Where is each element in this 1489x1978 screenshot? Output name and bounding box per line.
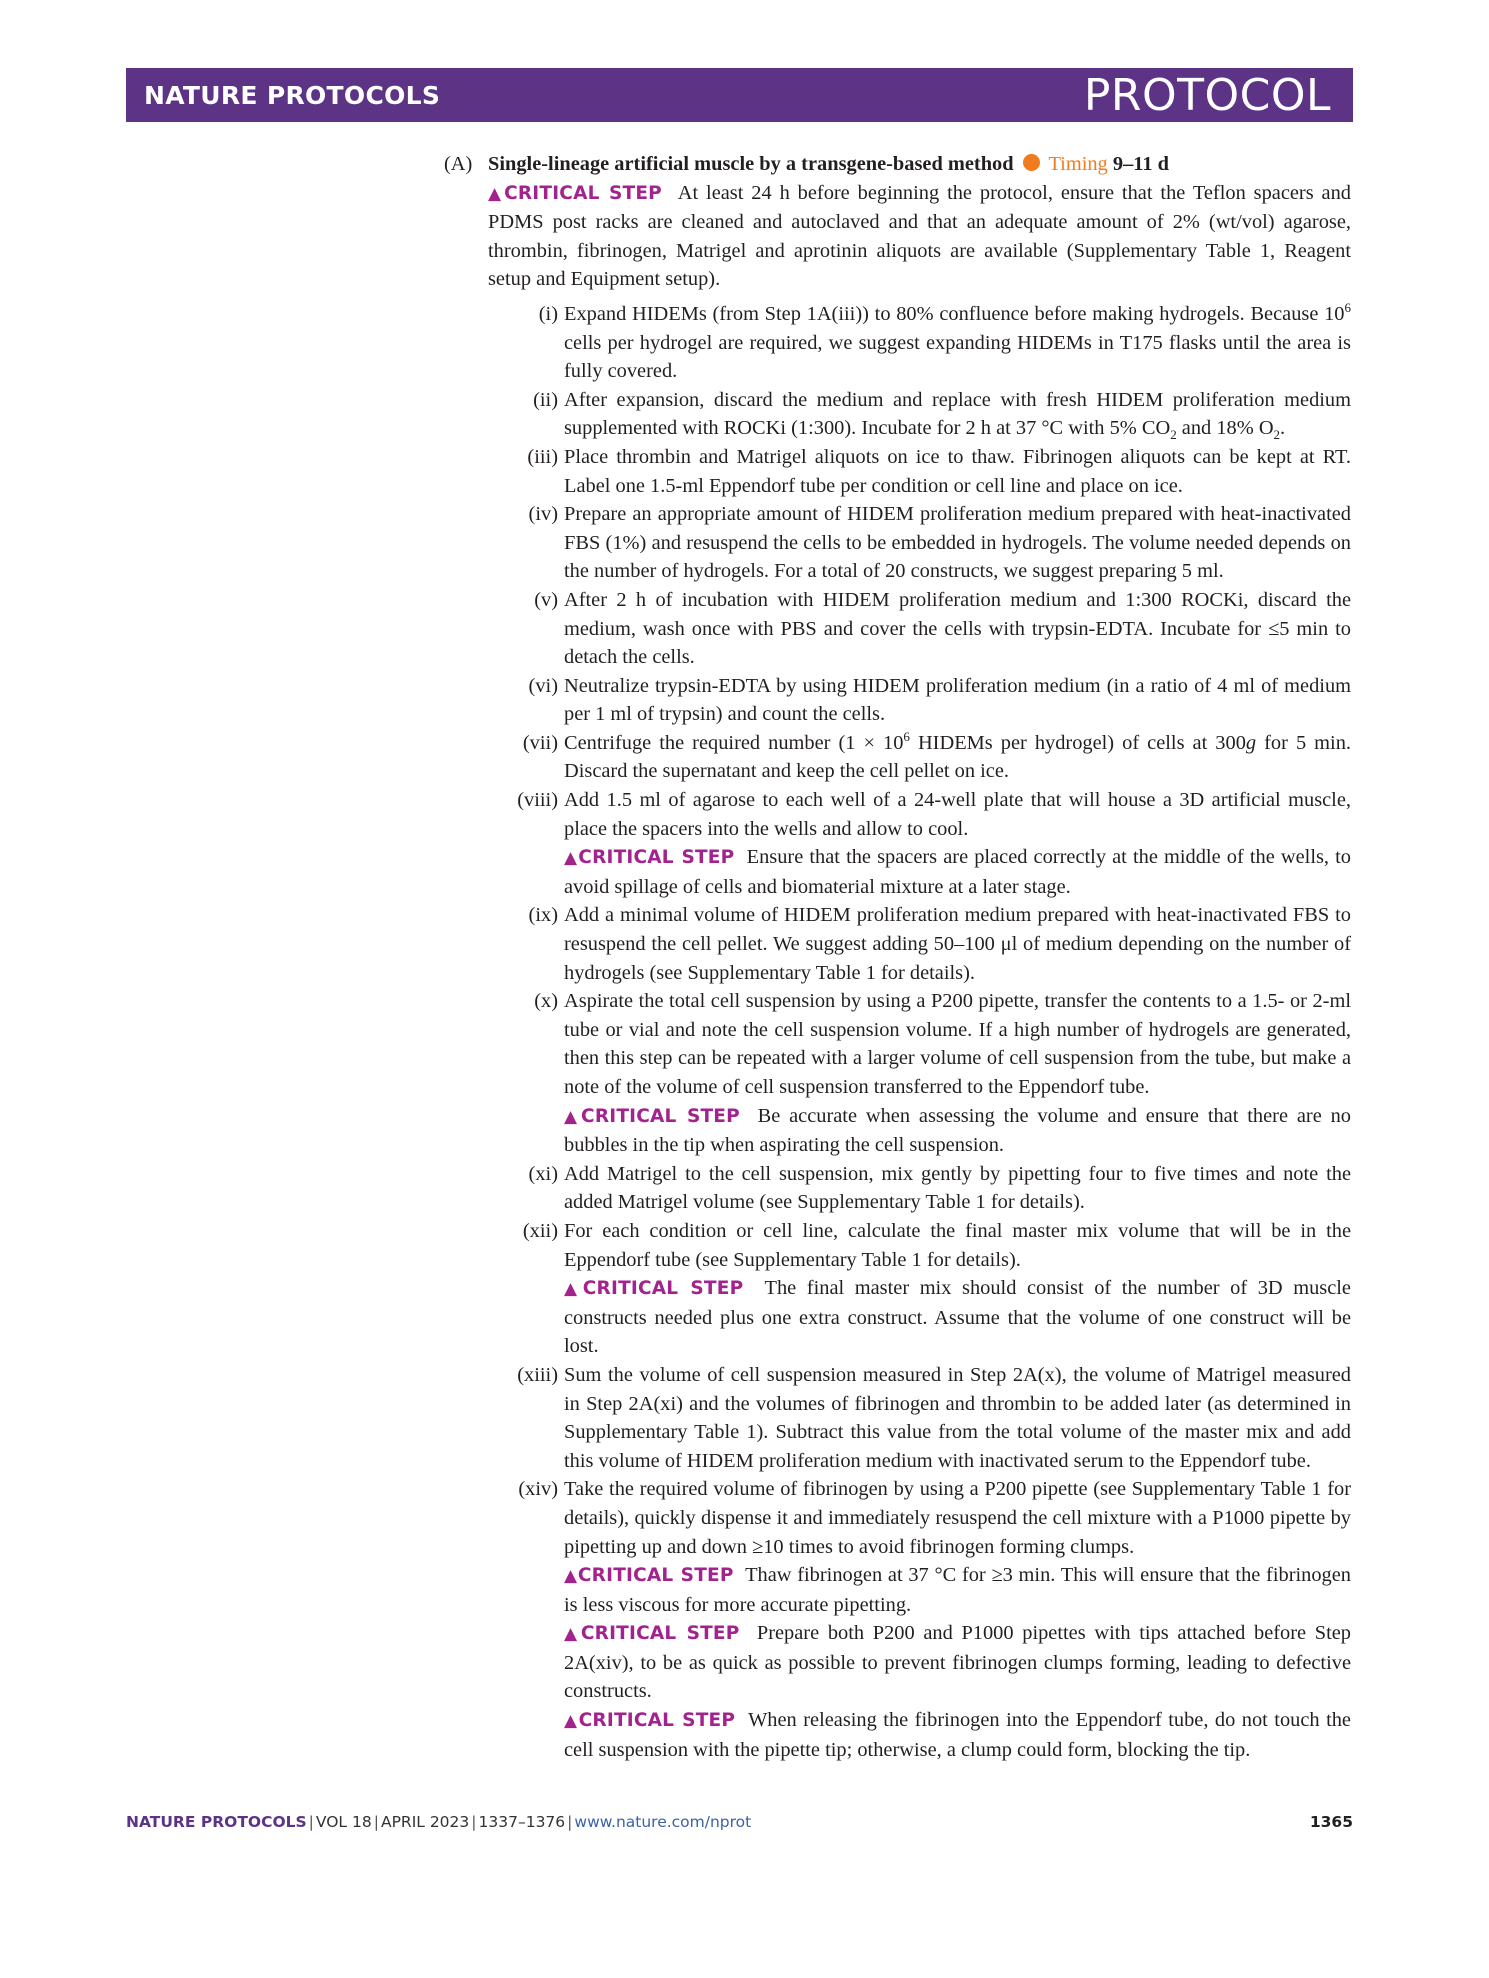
footer-citation: NATURE PROTOCOLS | VOL 18 | APRIL 2023 | 1337–1376 | www.nature.com/nprot — [126, 1813, 752, 1831]
step-text: Add 1.5 ml of agarose to each well of a 24-well plate that will house a 3D artificial muscle, place the spacers into the wells and allow to cool. — [564, 789, 1351, 840]
step-text: Centrifuge the required number ($1 \times 10^6$ HIDEMs per hydrogel) of cells at 300g for 5 min. Discard the supernatant and keep the cell pellet on ice. — [564, 729, 1351, 783]
step-text: Aspirate the total cell suspension by using a P200 pipette, transfer the contents to a 1.5- or 2-ml tube or vial and note the cell suspension volume. If a high number of hydrogels are generated, then this step can be repeated with a larger volume of cell suspension from the tube, but make a note of the volume of cell suspension transferred to the Eppendorf tube. — [564, 990, 1351, 1098]
page-footer — [126, 1813, 1353, 1837]
protocol-step — [488, 443, 1351, 500]
step-text: Sum the volume of cell suspension measured in Step 2A(x), the volume of Matrigel measured in Step 2A(xi) and the volumes of fibrinogen and thrombin to be added later (as determined in Supplementary Table 1). Subtract this value from the total volume of the master mix and add this volume of HIDEM proliferation medium with inactivated serum to the Eppendorf tube. — [564, 1363, 1351, 1472]
footer-date: APRIL 2023 — [380, 1813, 470, 1831]
critical-step — [564, 1706, 1351, 1764]
protocol-step — [488, 500, 1351, 586]
warning-triangle-icon: ▲ — [488, 183, 505, 204]
section-heading — [444, 150, 1351, 179]
critical-step — [564, 1274, 1351, 1361]
critical-step-text: When releasing the fibrinogen into the Eppendorf tube, do not touch the cell suspension with the pipette tip; otherwise, a clump could form, blocking the tip. — [564, 1709, 1351, 1761]
step-number: (xii) — [522, 1219, 558, 1242]
critical-step-tag: ▲CRITICAL STEP — [488, 182, 662, 204]
protocol-step — [488, 1475, 1351, 1764]
step-number: (ii) — [533, 388, 558, 411]
warning-triangle-icon: ▲ — [564, 1106, 582, 1127]
step-number: (i) — [538, 302, 558, 325]
timing-label: Timing — [1048, 153, 1108, 175]
protocol-step — [488, 729, 1351, 786]
critical-step-tag: ▲CRITICAL STEP — [564, 1278, 744, 1300]
critical-step-text: Be accurate when assessing the volume and ensure that there are no bubbles in the tip when aspirating the cell suspension. — [564, 1104, 1352, 1157]
critical-step — [564, 1102, 1351, 1160]
step-number: (v) — [534, 588, 558, 611]
protocol-step — [488, 987, 1351, 1160]
protocol-step — [488, 786, 1351, 901]
critical-step-tag: ▲CRITICAL STEP — [564, 847, 735, 869]
step-number: (iv) — [528, 503, 558, 526]
section-label: (A) — [444, 153, 473, 175]
warning-triangle-icon: ▲ — [564, 1566, 578, 1587]
step-text: Add Matrigel to the cell suspension, mix gently by pipetting four to five times and note the added Matrigel volume (see Supplementary Table 1 for details). — [564, 1162, 1351, 1214]
step-text: Take the required volume of fibrinogen by using a P200 pipette (see Supplementary Table 1 for details), quickly dispense it and immediately resuspend the cell mixture with a P1000 pipette by pipetting up and down ≥10 times to avoid fibrinogen forming clumps. — [564, 1478, 1351, 1558]
warning-triangle-icon: ▲ — [564, 1279, 583, 1300]
step-text: After 2 h of incubation with HIDEM proliferation medium and 1:300 ROCKi, discard the medium, wash once with PBS and cover the cells with trypsin-EDTA. Incubate for ≤5 min to detach the cells. — [564, 588, 1351, 669]
step-list — [488, 300, 1351, 1764]
journal-header-bar — [126, 68, 1353, 122]
step-number: (vii) — [522, 731, 558, 754]
footer-volume: VOL 18 — [315, 1813, 372, 1831]
warning-triangle-icon: ▲ — [564, 1711, 579, 1732]
critical-step-text: Ensure that the spacers are placed correctly at the middle of the wells, to avoid spillage of cells and biomaterial mixture at a later stage. — [564, 846, 1351, 898]
timing-dot-icon — [1023, 154, 1040, 171]
footer-journal: NATURE PROTOCOLS — [126, 1813, 307, 1831]
step-number: (xiv) — [518, 1478, 558, 1501]
protocol-step — [488, 1361, 1351, 1475]
critical-step-tag: ▲CRITICAL STEP — [564, 1565, 734, 1587]
step-text: Prepare an appropriate amount of HIDEM proliferation medium prepared with heat-inactivated FBS (1%) and resuspend the cells to be embedded in hydrogels. The volume needed depends on the number of hydrogels. For a total of 20 constructs, we suggest preparing 5 ml. — [564, 503, 1351, 583]
protocol-step — [488, 386, 1351, 443]
protocol-step — [488, 586, 1351, 672]
step-number: (x) — [534, 990, 558, 1013]
article-type: PROTOCOL — [1083, 70, 1331, 121]
critical-step — [564, 1561, 1351, 1619]
protocol-step — [488, 1160, 1351, 1217]
step-number: (xi) — [528, 1162, 558, 1185]
step-number: (ix) — [528, 904, 558, 927]
critical-step — [564, 843, 1351, 901]
warning-triangle-icon: ▲ — [564, 1624, 581, 1645]
protocol-step — [488, 1217, 1351, 1361]
section-title: Single-lineage artificial muscle by a transgene-based method — [488, 153, 1014, 175]
critical-step-tag: ▲CRITICAL STEP — [564, 1105, 740, 1127]
journal-name: NATURE PROTOCOLS — [144, 81, 441, 110]
step-text: Add a minimal volume of HIDEM proliferation medium prepared with heat-inactivated FBS to resuspend the cell pellet. We suggest adding 50–100 μl of medium depending on the number of hydrogels (see Supplementary Table 1 for details). — [564, 904, 1351, 984]
warning-triangle-icon: ▲ — [564, 848, 579, 869]
step-text: Neutralize trypsin-EDTA by using HIDEM proliferation medium (in a ratio of 4 ml of medium per 1 ml of trypsin) and count the cells. — [564, 674, 1351, 726]
step-number: (iii) — [527, 445, 558, 468]
step-text: Place thrombin and Matrigel aliquots on ice to thaw. Fibrinogen aliquots can be kept at RT. Label one 1.5-ml Eppendorf tube per condition or cell line and place on ice. — [564, 445, 1351, 497]
protocol-step — [488, 672, 1351, 729]
protocol-step — [488, 901, 1351, 987]
critical-step-text: Prepare both P200 and P1000 pipettes with tips attached before Step 2A(xiv), to be as quick as possible to prevent fibrinogen clumps forming, leading to defective constructs. — [564, 1622, 1351, 1703]
protocol-step — [488, 300, 1351, 386]
intro-critical-step — [488, 179, 1351, 294]
step-text: Expand HIDEMs (from Step 1A(iii)) to 80% confluence before making hydrogels. Because $10^6$ cells per hydrogel are required, we suggest expanding HIDEMs in T175 flasks until the area is fully covered. — [564, 300, 1351, 383]
timing-value: 9–11 d — [1112, 153, 1169, 175]
protocol-content — [444, 150, 1351, 1764]
step-number: (xiii) — [517, 1363, 558, 1386]
section-body — [444, 179, 1351, 1765]
step-text: After expansion, discard the medium and replace with fresh HIDEM proliferation medium supplemented with ROCKi (1:300). Incubate for 2 h at 37 °C with 5% $CO_2$ and 18% $O_2$. — [564, 388, 1351, 443]
page-number: 1365 — [1309, 1813, 1353, 1831]
critical-step-text: Thaw fibrinogen at 37 °C for ≥3 min. This will ensure that the fibrinogen is less viscous for more accurate pipetting. — [564, 1564, 1351, 1616]
critical-step — [564, 1619, 1351, 1706]
footer-url[interactable]: www.nature.com/nprot — [574, 1813, 752, 1831]
step-number: (vi) — [528, 674, 558, 697]
critical-step-tag: ▲CRITICAL STEP — [564, 1623, 740, 1645]
step-text: For each condition or cell line, calculate the final master mix volume that will be in the Eppendorf tube (see Supplementary Table 1 for details). — [564, 1219, 1351, 1271]
critical-step-text: At least 24 h before beginning the protocol, ensure that the Teflon spacers and PDMS post racks are cleaned and autoclaved and that an adequate amount of 2% (wt/vol) agarose, thrombin, fibrinogen, Matrigel and aprotinin aliquots are available (Supplementary Table 1, Reagent setup and Equipment setup). — [488, 181, 1351, 291]
footer-pages: 1337–1376 — [478, 1813, 566, 1831]
critical-step-tag: ▲CRITICAL STEP — [564, 1710, 736, 1732]
step-number: (viii) — [517, 789, 558, 812]
critical-step-text: The final master mix should consist of the number of 3D muscle constructs needed plus one extra construct. Assume that the volume of one construct will be lost. — [564, 1277, 1351, 1358]
